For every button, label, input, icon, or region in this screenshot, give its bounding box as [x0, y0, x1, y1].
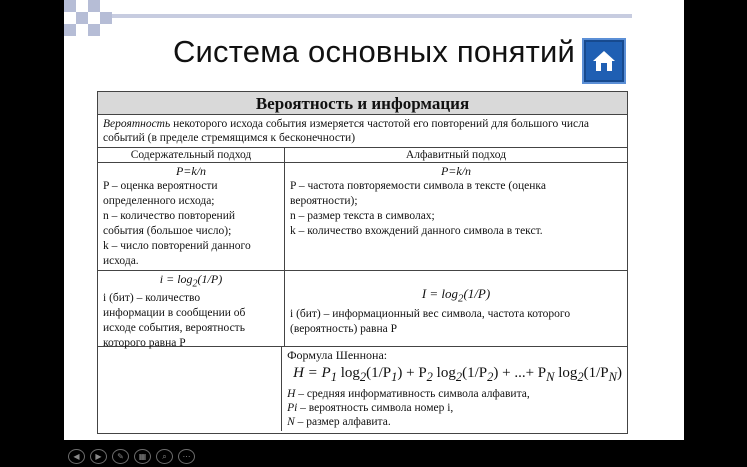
formula-part: H = P: [293, 365, 331, 381]
formula-part: ): [617, 365, 622, 381]
decor-bar: [112, 14, 632, 18]
more-icon[interactable]: ⋯: [178, 449, 195, 464]
line: вероятности);: [290, 195, 358, 207]
line: P – частота повторяемости символа в тексте (оценка: [290, 180, 546, 192]
formula-sub: 2: [455, 370, 463, 384]
formula-part: log: [436, 365, 456, 381]
table-heading: Вероятность и информация: [98, 92, 627, 115]
decor-square: [64, 0, 76, 12]
pen-icon[interactable]: ✎: [112, 449, 129, 464]
formula-part: I = log: [421, 286, 459, 301]
line: информации в сообщении об: [103, 307, 246, 320]
formula-sub: 2: [458, 292, 464, 305]
formula-sub: 2: [426, 370, 433, 384]
variable: H: [287, 388, 296, 400]
slideshow-controls: [68, 449, 195, 464]
shannon-formula-cell: [282, 347, 627, 431]
formula-part: ) + ...+ P: [493, 365, 547, 381]
variable-desc: – средняя информативность символа алфавита,: [295, 388, 530, 400]
definition-text: некоторого исхода события измеряется частотой его повторений для большого числа событий (в пределе стремящимся к бесконечности): [103, 118, 589, 144]
decor-square: [76, 12, 88, 24]
slide: [64, 0, 684, 440]
shannon-formula: [287, 363, 622, 387]
shannon-title: Формула Шеннона:: [287, 348, 388, 362]
formula-part: (1/P: [366, 365, 392, 381]
line: (вероятность) равна P: [290, 322, 397, 335]
formula-sub: N: [546, 370, 555, 384]
slide-title: Система основных понятий: [172, 34, 576, 69]
formula-sub: 2: [192, 278, 198, 290]
line: n – количество повторений: [103, 210, 236, 222]
line: исходе события, вероятность: [103, 322, 245, 335]
decor-square: [100, 12, 112, 24]
formula-part: log: [340, 365, 360, 381]
probability-definition: [98, 115, 627, 148]
info-table: [97, 91, 628, 434]
line: k – число повторений данного: [103, 240, 251, 252]
formula-part: (1/P: [462, 365, 488, 381]
decor-square: [88, 0, 100, 12]
legend-line: [287, 387, 622, 401]
line: которого равна P: [103, 337, 186, 350]
home-icon: [591, 48, 617, 74]
table-row: [98, 347, 627, 431]
alphabet-approach-information: [285, 271, 627, 346]
formula-part: (1/P): [197, 272, 223, 286]
column-header-right: Алфавитный подход: [405, 149, 507, 161]
formula-part: (1/P: [583, 365, 609, 381]
legend-line: [287, 401, 622, 415]
formula: P=k/n: [440, 164, 472, 178]
column-header-left: Содержательный подход: [98, 148, 285, 162]
formula: [290, 286, 622, 307]
formula-sub: 1: [391, 370, 398, 384]
legend-line: [287, 415, 622, 429]
formula-sub: 1: [330, 370, 337, 384]
content-approach-probability: [98, 163, 285, 270]
formula-part: i = log: [159, 272, 193, 286]
formula-sub: 2: [359, 370, 367, 384]
column-headers: [98, 148, 627, 163]
line: определенного исхода;: [103, 195, 215, 207]
variable-desc: – вероятность символа номер i,: [297, 402, 454, 414]
line: i (бит) – информационный вес символа, частота которого: [290, 307, 571, 320]
line: i (бит) – количество: [103, 292, 201, 305]
prev-icon[interactable]: ◀: [68, 449, 85, 464]
zoom-icon[interactable]: ⌕: [156, 449, 173, 464]
formula: [103, 272, 279, 291]
home-button[interactable]: [582, 38, 626, 84]
formula-sub: 2: [577, 370, 584, 384]
content-approach-information: [98, 271, 285, 350]
empty-cell: [98, 347, 282, 431]
table-row: [98, 271, 627, 350]
formula-part: log: [558, 365, 578, 381]
line: события (большое число);: [103, 225, 232, 237]
variable-desc: – размер алфавита.: [294, 416, 391, 428]
formula-sub: 2: [487, 370, 494, 384]
line: k – количество вхождений данного символа в текст.: [290, 225, 543, 237]
formula: P=k/n: [175, 164, 207, 178]
line: n – размер текста в символах;: [290, 210, 435, 222]
formula-sub: N: [608, 370, 617, 384]
line: исхода.: [103, 255, 139, 267]
line: P – оценка вероятности: [103, 180, 218, 192]
slides-icon[interactable]: ▦: [134, 449, 151, 464]
formula-part: (1/P): [463, 286, 491, 301]
table-row: [98, 163, 627, 271]
alphabet-approach-probability: [285, 163, 627, 270]
next-icon[interactable]: ▶: [90, 449, 107, 464]
variable: N: [287, 416, 295, 428]
formula-part: ) + P: [397, 365, 427, 381]
variable: Pi: [287, 402, 298, 414]
definition-term: Вероятность: [103, 118, 171, 130]
